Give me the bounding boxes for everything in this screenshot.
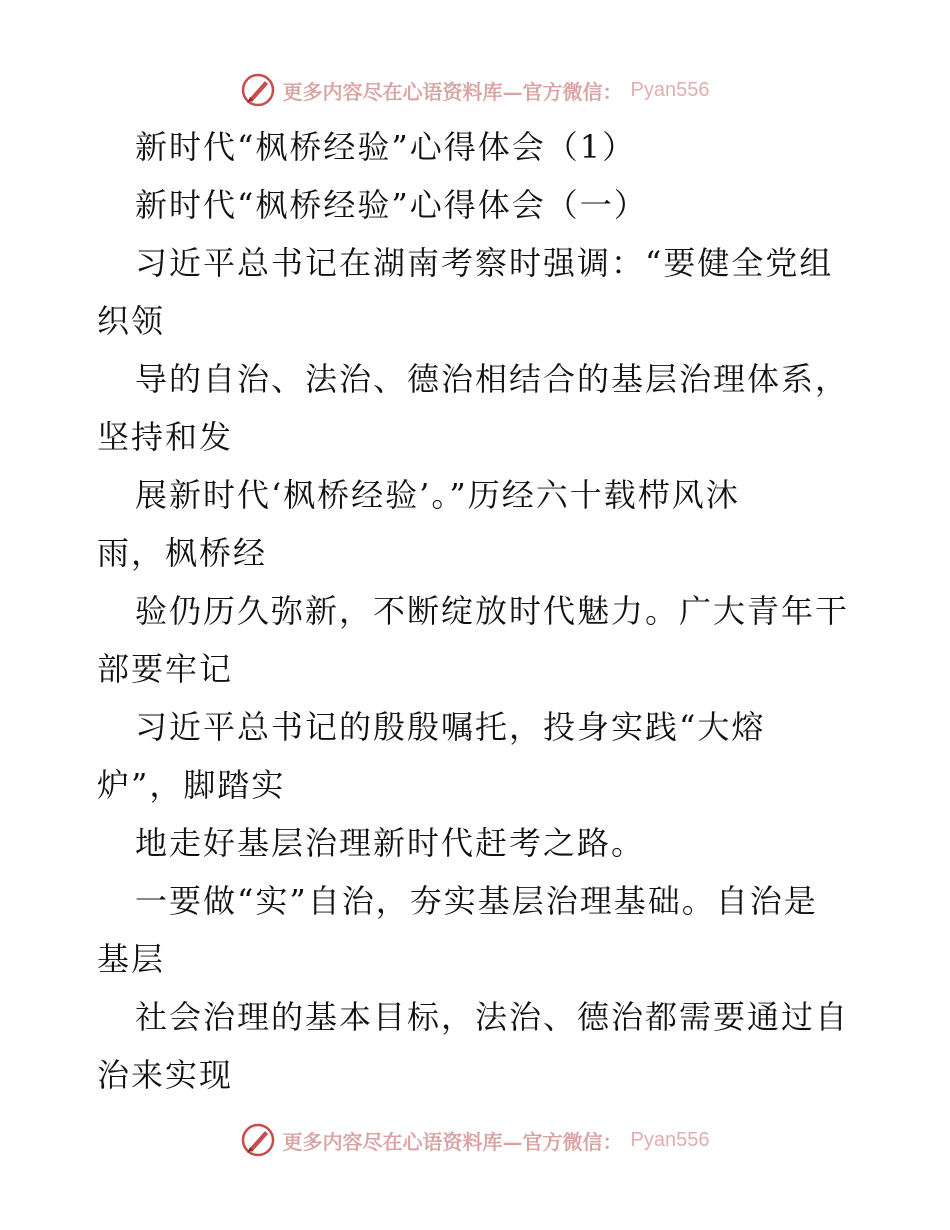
watermark-text: 更多内容尽在心语资料库—官方微信： <box>282 1129 623 1154</box>
text-line: 社会治理的基本目标，法治、德治都需要通过自 <box>135 998 850 1036</box>
text-line: 织领 <box>97 302 166 340</box>
text-line: 坚持和发 <box>97 418 234 456</box>
footer-watermark <box>0 1120 950 1160</box>
text-line: 验仍历久弥新，不断绽放时代魅力。广大青年干 <box>135 592 850 630</box>
seal-logo-icon <box>241 1123 275 1157</box>
text-line: 展新时代‘枫桥经验’。”历经六十载栉风沐 <box>135 476 740 514</box>
seal-logo-icon <box>241 73 275 107</box>
watermark-wechat-id: Pyan556 <box>630 78 710 101</box>
text-line: 一要做“实”自治，夯实基层治理基础。自治是 <box>135 882 818 920</box>
document-title: 新时代“枫桥经验”心得体会（1） <box>135 128 637 166</box>
text-line: 部要牢记 <box>97 650 234 688</box>
text-line: 习近平总书记的殷殷嘱托，投身实践“大熔 <box>135 708 766 746</box>
text-line: 基层 <box>97 940 166 978</box>
text-line: 地走好基层治理新时代赶考之路。 <box>135 824 646 862</box>
text-line: 炉”，脚踏实 <box>97 766 286 804</box>
text-line: 导的自治、法治、德治相结合的基层治理体系， <box>135 360 850 398</box>
text-line: 治来实现 <box>97 1056 234 1094</box>
text-line: 雨，枫桥经 <box>97 534 268 572</box>
header-watermark <box>0 70 950 110</box>
watermark-text: 更多内容尽在心语资料库—官方微信： <box>282 79 623 104</box>
text-line: 习近平总书记在湖南考察时强调：“要健全党组 <box>135 244 834 282</box>
document-subtitle: 新时代“枫桥经验”心得体会（一） <box>135 186 648 224</box>
watermark-wechat-id: Pyan556 <box>630 1128 710 1151</box>
